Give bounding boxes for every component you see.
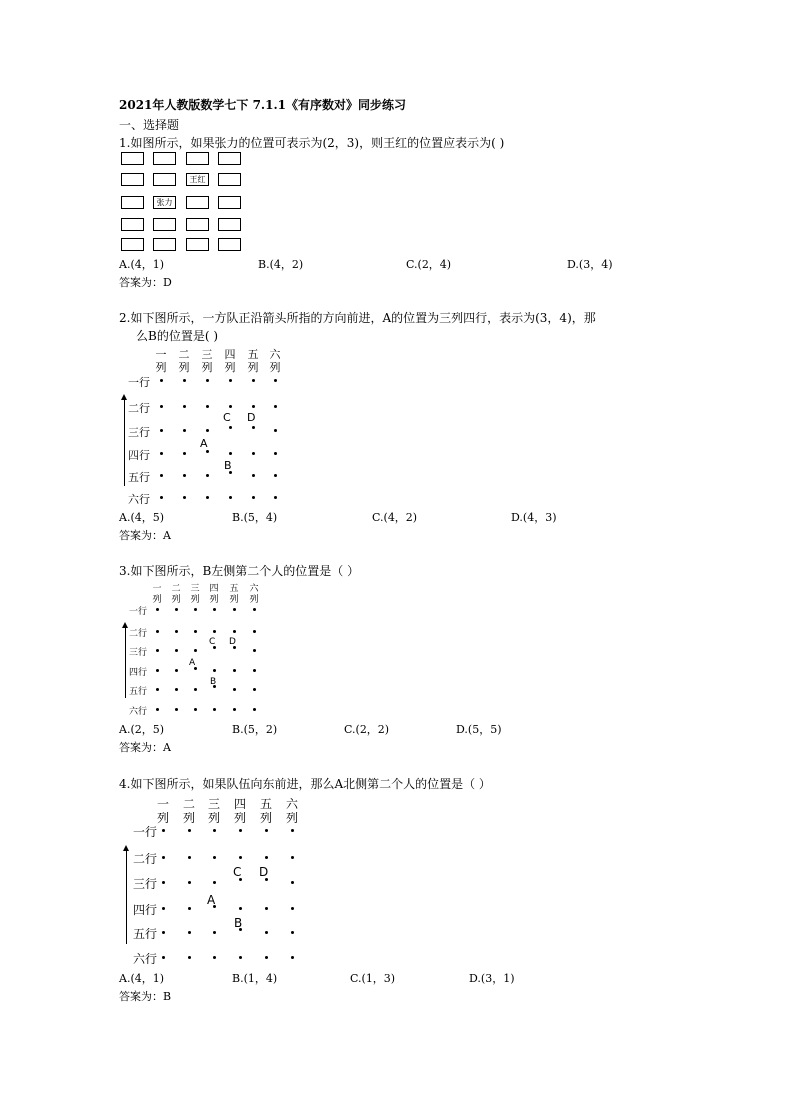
formation-point [252,496,255,499]
point-label-b: B [234,916,243,930]
direction-arrow [126,850,127,944]
seat-zhangli: 张力 [153,196,176,209]
seat-box [153,218,176,231]
formation-point [175,688,178,691]
arrow-head [121,394,127,400]
formation-point [233,669,236,672]
arrow-head [122,622,128,628]
formation-point [252,474,255,477]
point-label-d: D [229,637,236,647]
arrow-head [123,845,129,851]
formation-point [183,452,186,455]
row-label: 二行 [129,628,148,639]
formation-point [239,956,242,959]
column-header: 列 [183,811,196,825]
row-label: 二行 [128,401,150,415]
formation-point [233,630,236,633]
q2-option-b: B.(5，4) [232,511,278,524]
column-header: 二 [183,797,196,811]
seat-box [121,238,144,251]
formation-point [206,474,209,477]
formation-point [265,907,268,910]
formation-point [253,669,256,672]
row-label: 五行 [129,686,148,697]
column-header: 列 [209,595,219,605]
q3-option-a: A.(2，5) [119,723,165,736]
formation-point [162,931,165,934]
seat-box [186,196,209,209]
seat-box [153,173,176,186]
column-header: 一 [152,584,162,594]
doc-title: 2021年人教版数学七下 7.1.1《有序数对》同步练习 [119,98,406,112]
seat-box [218,238,241,251]
formation-point [253,608,256,611]
q3-option-d: D.(5，5) [456,723,502,736]
column-header: 五 [229,584,239,594]
seat-box [218,218,241,231]
column-header: 四 [234,797,247,811]
column-header: 列 [152,595,162,605]
formation-point [156,649,159,652]
formation-point [239,856,242,859]
formation-point [194,630,197,633]
formation-point [274,474,277,477]
formation-point [156,708,159,711]
row-label: 五行 [128,470,150,484]
seat-box [153,152,176,165]
point-label-c: C [233,865,242,879]
formation-point [229,496,232,499]
point-label-c: C [223,411,231,424]
column-header: 三 [190,584,200,594]
formation-point [213,956,216,959]
formation-point [291,931,294,934]
row-label: 四行 [128,448,150,462]
formation-point [162,881,165,884]
formation-point [274,452,277,455]
formation-point [213,708,216,711]
formation-point [188,907,191,910]
formation-point [253,708,256,711]
row-label: 二行 [133,852,158,866]
formation-point [160,496,163,499]
point-label-b: B [224,459,232,472]
formation-point [175,649,178,652]
column-header: 五 [247,348,259,361]
formation-point [252,405,255,408]
formation-point [156,669,159,672]
seat-box [186,152,209,165]
seat-box [186,218,209,231]
formation-point [291,956,294,959]
q3-option-c: C.(2，2) [344,723,390,736]
formation-point [239,829,242,832]
formation-point [183,474,186,477]
formation-point [213,931,216,934]
formation-point [291,881,294,884]
point-label-c: C [209,637,216,647]
row-label: 六行 [129,706,148,717]
column-header: 列 [171,595,181,605]
formation-point [162,856,165,859]
formation-point [160,379,163,382]
formation-point [229,379,232,382]
column-header: 三 [208,797,221,811]
formation-point [252,426,255,429]
q3-answer: 答案为：A [119,741,171,754]
column-header: 列 [249,595,259,605]
column-header: 四 [209,584,219,594]
formation-point [291,829,294,832]
column-header: 列 [157,811,170,825]
column-header: 六 [286,797,299,811]
formation-point [162,829,165,832]
seat-box [121,196,144,209]
formation-point [274,405,277,408]
row-label: 一行 [129,606,148,617]
formation-point [233,608,236,611]
formation-point [183,379,186,382]
column-header: 列 [286,811,299,825]
q4-answer: 答案为：B [119,990,172,1003]
formation-point [265,931,268,934]
formation-point [206,379,209,382]
q1-option-d: D.(3，4) [567,258,613,271]
formation-point [274,496,277,499]
seat-box [121,173,144,186]
formation-point [213,856,216,859]
formation-point [213,630,216,633]
formation-point [291,907,294,910]
formation-point [265,856,268,859]
point-label-d: D [259,865,269,879]
formation-point [233,708,236,711]
q3-option-b: B.(5，2) [232,723,278,736]
column-header: 列 [155,361,167,374]
formation-point [239,907,242,910]
formation-point [160,429,163,432]
formation-point [274,379,277,382]
column-header: 列 [201,361,213,374]
formation-point [206,496,209,499]
row-label: 一行 [128,375,150,389]
question-2-text-line1: 2.如下图所示，一方队正沿箭头所指的方向前进，A的位置为三列四行，表示为(3，4)，那 [119,311,596,325]
q2-option-c: C.(4，2) [372,511,418,524]
formation-point [206,405,209,408]
formation-point [162,907,165,910]
column-header: 列 [208,811,221,825]
formation-point [253,630,256,633]
q1-option-c: C.(2，4) [406,258,452,271]
formation-point [160,474,163,477]
formation-point [213,608,216,611]
q1-option-b: B.(4，2) [258,258,304,271]
column-header: 列 [190,595,200,605]
point-label-a: A [200,437,208,450]
column-header: 列 [269,361,281,374]
row-label: 三行 [133,877,158,891]
formation-point [183,429,186,432]
formation-point [265,829,268,832]
column-header: 三 [201,348,213,361]
seat-box [218,152,241,165]
row-label: 五行 [133,927,158,941]
formation-point [160,452,163,455]
formation-point [265,956,268,959]
formation-point [156,688,159,691]
seat-box [153,238,176,251]
seat-wanghong: 王红 [186,173,209,186]
point-label-d: D [247,411,256,424]
formation-point [188,881,191,884]
row-label: 三行 [128,425,150,439]
formation-point [229,405,232,408]
formation-point [188,956,191,959]
q4-option-c: C.(1，3) [350,972,396,985]
formation-point [194,608,197,611]
column-header: 列 [234,811,247,825]
question-2-text-line2: 么B的位置是( ) [136,329,218,343]
row-label: 一行 [133,825,158,839]
section-heading: 一、选择题 [119,118,180,132]
seat-box [121,218,144,231]
q4-option-d: D.(3，1) [469,972,515,985]
column-header: 一 [155,348,167,361]
formation-point [194,708,197,711]
q2-answer: 答案为：A [119,529,171,542]
q1-option-a: A.(4，1) [119,258,165,271]
direction-arrow [124,399,125,486]
column-header: 列 [224,361,236,374]
formation-point [213,881,216,884]
row-label: 六行 [128,492,150,506]
formation-point [183,496,186,499]
formation-point [194,688,197,691]
question-4-text: 4.如下图所示，如果队伍向东前进，那么A北侧第二个人的位置是（ ） [119,777,491,791]
question-3-text: 3.如下图所示，B左侧第二个人的位置是（ ） [119,564,360,578]
formation-point [274,429,277,432]
formation-point [291,856,294,859]
point-label-a: A [189,658,196,668]
formation-point [156,630,159,633]
column-header: 列 [178,361,190,374]
formation-point [162,956,165,959]
formation-point [175,630,178,633]
seat-box [186,238,209,251]
q2-option-d: D.(4，3) [511,511,557,524]
formation-point [188,856,191,859]
column-header: 六 [249,584,259,594]
formation-point [160,405,163,408]
point-label-a: A [207,893,216,907]
formation-point [188,829,191,832]
row-label: 六行 [133,952,158,966]
column-header: 列 [247,361,259,374]
seat-box [218,173,241,186]
formation-point [252,452,255,455]
formation-point [253,688,256,691]
formation-point [213,669,216,672]
formation-point [156,608,159,611]
formation-point [229,452,232,455]
formation-point [252,379,255,382]
formation-point [253,649,256,652]
column-header: 列 [260,811,273,825]
column-header: 二 [178,348,190,361]
formation-point [229,426,232,429]
column-header: 五 [260,797,273,811]
formation-point [206,429,209,432]
row-label: 四行 [133,903,158,917]
formation-point [194,649,197,652]
q1-answer: 答案为：D [119,276,172,289]
q4-option-a: A.(4，1) [119,972,165,985]
column-header: 六 [269,348,281,361]
formation-point [175,608,178,611]
formation-point [233,688,236,691]
seat-box [121,152,144,165]
row-label: 四行 [129,667,148,678]
q4-option-b: B.(1，4) [232,972,278,985]
question-1-text: 1.如图所示，如果张力的位置可表示为(2，3)，则王红的位置应表示为( ) [119,136,505,150]
point-label-b: B [210,677,217,687]
column-header: 四 [224,348,236,361]
direction-arrow [125,627,126,698]
formation-point [188,931,191,934]
formation-point [213,829,216,832]
column-header: 列 [229,595,239,605]
formation-point [183,405,186,408]
seat-box [218,196,241,209]
row-label: 三行 [129,647,148,658]
column-header: 二 [171,584,181,594]
q2-option-a: A.(4，5) [119,511,165,524]
formation-point [175,708,178,711]
column-header: 一 [157,797,170,811]
formation-point [175,669,178,672]
